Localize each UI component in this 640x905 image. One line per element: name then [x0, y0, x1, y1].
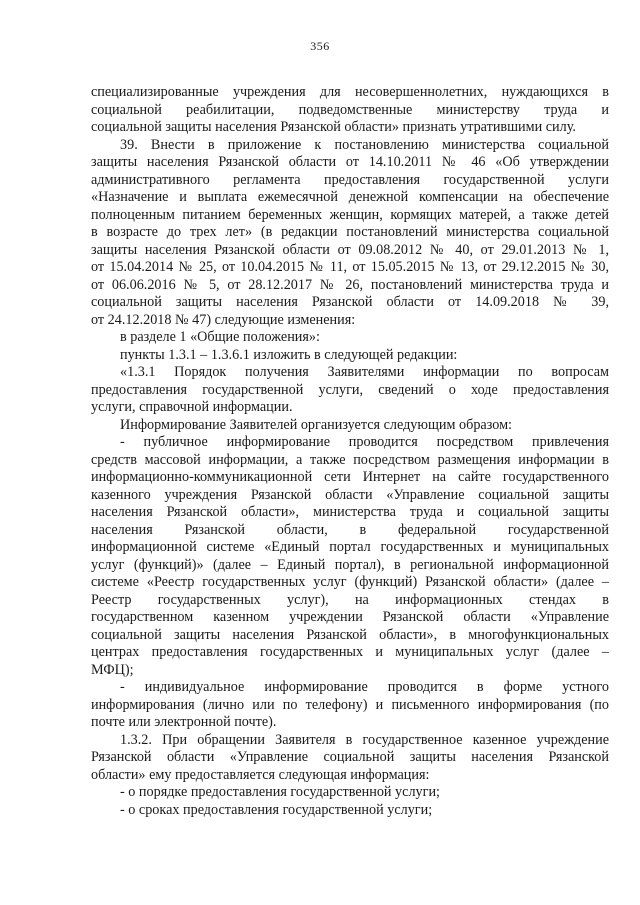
text-line: средств массовой информации, а также посредством размещения информации в	[91, 451, 609, 468]
text-line: пункты 1.3.1 – 1.3.6.1 изложить в следующей редакции:	[120, 346, 458, 363]
text-line: информационно-коммуникационной сети Интернет на сайте государственного	[91, 469, 609, 485]
text-line: - о сроках предоставления государственной услуги;	[120, 801, 433, 818]
text-line: 1.3.2. При обращении Заявителя в государственное казенное учреждение	[120, 731, 609, 748]
text-line: населения Рязанской области», министерства труда и социальной защиты	[91, 504, 609, 520]
text-line: - о порядке предоставления государственной услуги;	[120, 784, 440, 800]
text-line: социальной защиты населения Рязанской области», в многофункциональных	[91, 626, 609, 643]
text-line: МФЦ);	[91, 661, 134, 678]
text-line: предоставления государственной услуги, сведений о ходе предоставления	[91, 381, 609, 398]
text-line: услуг (функций)» (далее – Единый портал), в региональной информационной	[91, 556, 609, 573]
text-line: социальной реабилитации, подведомственные министерству труда и	[91, 101, 609, 118]
text-line: административного регламента предоставления государственной услуги	[91, 171, 609, 188]
text-line: от 15.04.2014 № 25, от 10.04.2015 № 11, от 15.05.2015 № 13, от 29.12.2015 № 30,	[91, 259, 609, 275]
text-line: «1.3.1 Порядок получения Заявителями информации по вопросам	[120, 364, 609, 380]
text-line: полноценным питанием беременных женщин, кормящих матерей, а также детей	[91, 206, 609, 223]
text-line: 39. Внести в приложение к постановлению министерства социальной	[120, 136, 609, 153]
document-body	[91, 84, 609, 819]
text-line: населения Рязанской области, в федеральной государственной	[91, 521, 609, 538]
text-line: области» ему предоставляется следующая информация:	[91, 766, 430, 783]
text-line: специализированные учреждения для несовершеннолетних, нуждающихся в	[91, 84, 609, 100]
page-number: 356	[310, 39, 330, 53]
text-line: Информирование Заявителей организуется следующим образом:	[120, 416, 512, 433]
text-line: от 06.06.2016 № 5, от 28.12.2017 № 26, постановлений министерства труда и	[91, 276, 609, 293]
text-line: - публичное информирование проводится посредством привлечения	[120, 434, 609, 450]
text-line: защиты населения Рязанской области от 14.10.2011 № 46 «Об утверждении	[91, 154, 609, 170]
text-line: «Назначение и выплата ежемесячной денежной компенсации на обеспечение	[91, 189, 609, 205]
text-line: Рязанской области «Управление социальной защиты населения Рязанской	[91, 749, 609, 765]
text-line: защиты населения Рязанской области от 09.08.2012 № 40, от 29.01.2013 № 1,	[91, 241, 609, 258]
text-line: в разделе 1 «Общие положения»:	[120, 329, 320, 345]
text-line: информационной системе «Единый портал государственных и муниципальных	[91, 539, 609, 555]
text-line: государственном казенном учреждении Рязанской области «Управление	[91, 609, 609, 625]
text-line: почте или электронной почте).	[91, 714, 277, 730]
text-line: услуги, справочной информации.	[91, 399, 293, 415]
text-line: центрах предоставления государственных и муниципальных услуг (далее –	[91, 644, 609, 660]
text-line: от 24.12.2018 № 47) следующие изменения:	[91, 311, 356, 328]
text-line: социальной защиты населения Рязанской области» признать утратившими силу.	[91, 119, 576, 135]
text-line: казенного учреждения Рязанской области «Управление социальной защиты	[91, 486, 609, 503]
text-line: Реестр государственных услуг), на информационных стендах в	[91, 591, 609, 608]
text-line: информирования (лично или по телефону) и письменного информирования (по	[91, 696, 609, 713]
text-line: - индивидуальное информирование проводится в форме устного	[120, 679, 609, 695]
text-line: системе «Реестр государственных услуг (функций) Рязанской области» (далее –	[91, 574, 609, 590]
text-line: социальной защиты населения Рязанской области от 14.09.2018 № 39,	[91, 294, 609, 310]
text-line: в возрасте до трех лет» (в редакции постановлений министерства социальной	[91, 224, 609, 240]
